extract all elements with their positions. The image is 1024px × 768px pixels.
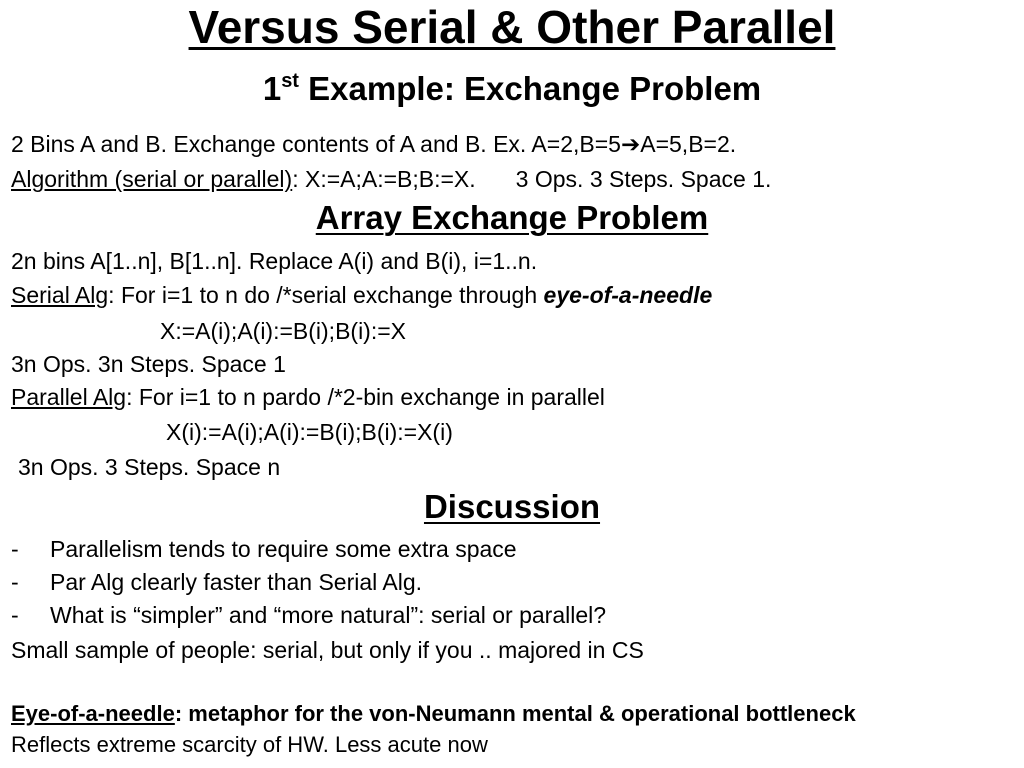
serial-alg-label: Serial Alg — [11, 282, 109, 308]
slide-title: Versus Serial & Other Parallel — [188, 1, 836, 53]
parallel-algorithm — [11, 386, 605, 409]
parallel-alg-text: : For i=1 to n pardo /*2-bin exchange in parallel — [126, 384, 605, 410]
parallel-code: X(i):=A(i);A(i):=B(i);B(i):=X(i) — [166, 419, 453, 445]
definition-text: : metaphor for the von-Neumann mental & operational bottleneck — [174, 701, 856, 726]
exchange-algorithm — [11, 168, 771, 191]
serial-code: X:=A(i);A(i):=B(i);B(i):=X — [160, 318, 407, 344]
algorithm-text: : X:=A;A:=B;B:=X. — [292, 166, 476, 192]
serial-alg-text: : For i=1 to n do /*serial exchange through — [108, 282, 544, 308]
eye-of-needle-definition — [11, 703, 856, 725]
bullet-marker: - — [11, 602, 19, 628]
exchange-example-before: 2 Bins A and B. Exchange contents of A and B. Ex. A=2,B=5 — [11, 131, 621, 157]
serial-stats: 3n Ops. 3n Steps. Space 1 — [11, 351, 286, 377]
bullet-text: Par Alg clearly faster than Serial Alg. — [50, 569, 423, 595]
bullet-marker: - — [11, 536, 19, 562]
algorithm-label: Algorithm (serial or parallel) — [11, 166, 293, 192]
subtitle-text: Example: Exchange Problem — [298, 70, 762, 107]
bullet-text: What is “simpler” and “more natural”: serial or parallel? — [50, 602, 607, 628]
parallel-stats: 3n Ops. 3 Steps. Space n — [18, 454, 281, 480]
right-arrow-icon: ➔ — [620, 131, 641, 157]
subtitle-superscript: st — [281, 70, 299, 92]
bullet-marker: - — [11, 569, 19, 595]
array-exchange-heading: Array Exchange Problem — [315, 199, 709, 236]
slide-subtitle — [0, 72, 1024, 105]
algorithm-stats: 3 Ops. 3 Steps. Space 1. — [515, 166, 772, 192]
subtitle-number: 1 — [262, 70, 282, 107]
exchange-description — [11, 133, 736, 156]
array-description: 2n bins A[1..n], B[1..n]. Replace A(i) and B(i), i=1..n. — [11, 248, 538, 274]
exchange-example-after: A=5,B=2. — [640, 131, 737, 157]
discussion-sample-note: Small sample of people: serial, but only if you .. majored in CS — [11, 637, 644, 663]
definition-term: Eye-of-a-needle — [11, 701, 175, 726]
parallel-alg-label: Parallel Alg — [11, 384, 127, 410]
serial-algorithm — [11, 284, 712, 307]
serial-alg-emphasis: eye-of-a-needle — [543, 282, 713, 308]
hardware-note: Reflects extreme scarcity of HW. Less acute now — [11, 732, 488, 757]
discussion-heading: Discussion — [423, 488, 601, 525]
bullet-text: Parallelism tends to require some extra space — [50, 536, 517, 562]
